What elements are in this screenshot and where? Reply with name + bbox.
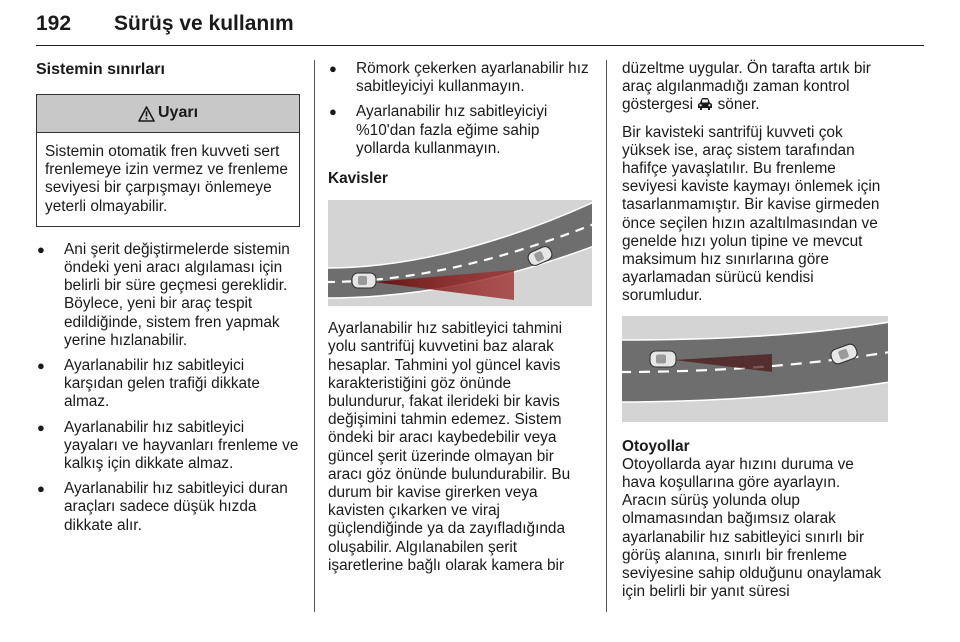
highways-subheading: Otoyollar [622, 437, 690, 455]
warning-triangle-icon [138, 106, 155, 122]
limits-list [36, 241, 300, 535]
list-item: ● Ayarlanabilir hız sabitleyici duran araçları sadece düşük hızda dikkate alır. [36, 480, 300, 535]
list-item: ● Ayarlanabilir hız sabitleyici karşıdan gelen trafiği dikkate almaz. [36, 357, 300, 412]
limits-list-continued [328, 60, 592, 158]
warning-header [37, 95, 299, 133]
section-title: Sistemin sınırları [36, 61, 165, 78]
warning-title: Uyarı [157, 104, 199, 122]
paragraph-1 [622, 60, 888, 117]
curves-paragraph: Ayarlanabilir hız sabitleyici tahmini yolu santrifüj kuvvetini baz alarak hesaplar. Tahmini yol güncel kavis karakteristiğini göz önünde bulundurur, fakat ilerideki bir kavis değişimini tahmin edemez. Sistem öndeki bir aracı kaybedebilir veya güncel şerit üzerinde olmayan bir aracı göz önünde bulundurabilir. Bu durum bir kavise girerken veya kavisten çıkarken ve viraj güçlendiğinde ya da zayıfladığında oluşabilir. Algılanabilen şerit işaretlerine bağlı olarak kamera bir [328, 320, 571, 574]
column-3 [622, 60, 888, 608]
curve-illustration-2 [622, 316, 888, 422]
list-item: ● Ayarlanabilir hız sabitleyiciyi %10'dan fazla eğime sahip yollarda kullanmayın. [328, 103, 592, 158]
vehicle-ahead-indicator-icon [697, 97, 713, 116]
page-header [36, 8, 924, 46]
header-rule [36, 45, 924, 46]
column-1 [36, 60, 300, 542]
chapter-title: Sürüş ve kullanım [114, 12, 294, 35]
list-item: ● Römork çekerken ayarlanabilir hız sabitleyiciyi kullanmayın. [328, 60, 592, 96]
column-divider [606, 60, 607, 612]
paragraph-1-start: düzeltme uygular. Ön tarafta artık bir araç algılanmadığı zaman kontrol göstergesi [622, 60, 871, 114]
list-item: ● Ayarlanabilir hız sabitleyici yayaları ve hayvanları frenleme ve kalkış için dikkate almaz. [36, 419, 300, 474]
warning-text: Sistemin otomatik fren kuvveti sert frenlemeye izin vermez ve frenleme seviyesi bir çarpışmayı önlemeye yeterli olmayabilir. [45, 143, 288, 215]
column-divider [314, 60, 315, 612]
paragraph-2: Bir kavisteki santrifüj kuvveti çok yüksek ise, araç sistem tarafından hafifçe yavaşlatılır. Bu frenleme seviyesi kaviste kaymayı önlemek için tasarlanmamıştır. Bir kavise girmeden önce seçilen hızın azaltılmasından ve genelde hızı yolun tipine ve mevcut maksimum hız sınırlarına göre ayarlamadan sürücü kendisi sorumludur. [622, 123, 881, 305]
list-item: ● Ani şerit değiştirmelerde sistemin öndeki yeni aracı algılaması için belirli bir süre geçmesi gereklidir. Böylece, yeni bir araç tespit edildiğinde, sistem fren yapmak yerine hızlanabilir. [36, 241, 300, 350]
curves-subheading: Kavisler [328, 170, 388, 188]
paragraph-1-end: söner. [717, 96, 760, 114]
paragraph-3: Otoyollarda ayar hızını duruma ve hava koşullarına göre ayarlayın. Aracın sürüş yolunda olup olmamasından bağımsız olarak ayarlanabilir hız sabitleyici sınırlı bir görüş alanına, sınırlı bir frenleme seviyesine sahip olduğunu onaylamak için belirli bir yanıt süresi [622, 455, 882, 601]
page-number: 192 [36, 12, 72, 35]
curve-illustration [328, 200, 592, 306]
warning-box [36, 94, 300, 227]
column-2 [328, 60, 592, 582]
